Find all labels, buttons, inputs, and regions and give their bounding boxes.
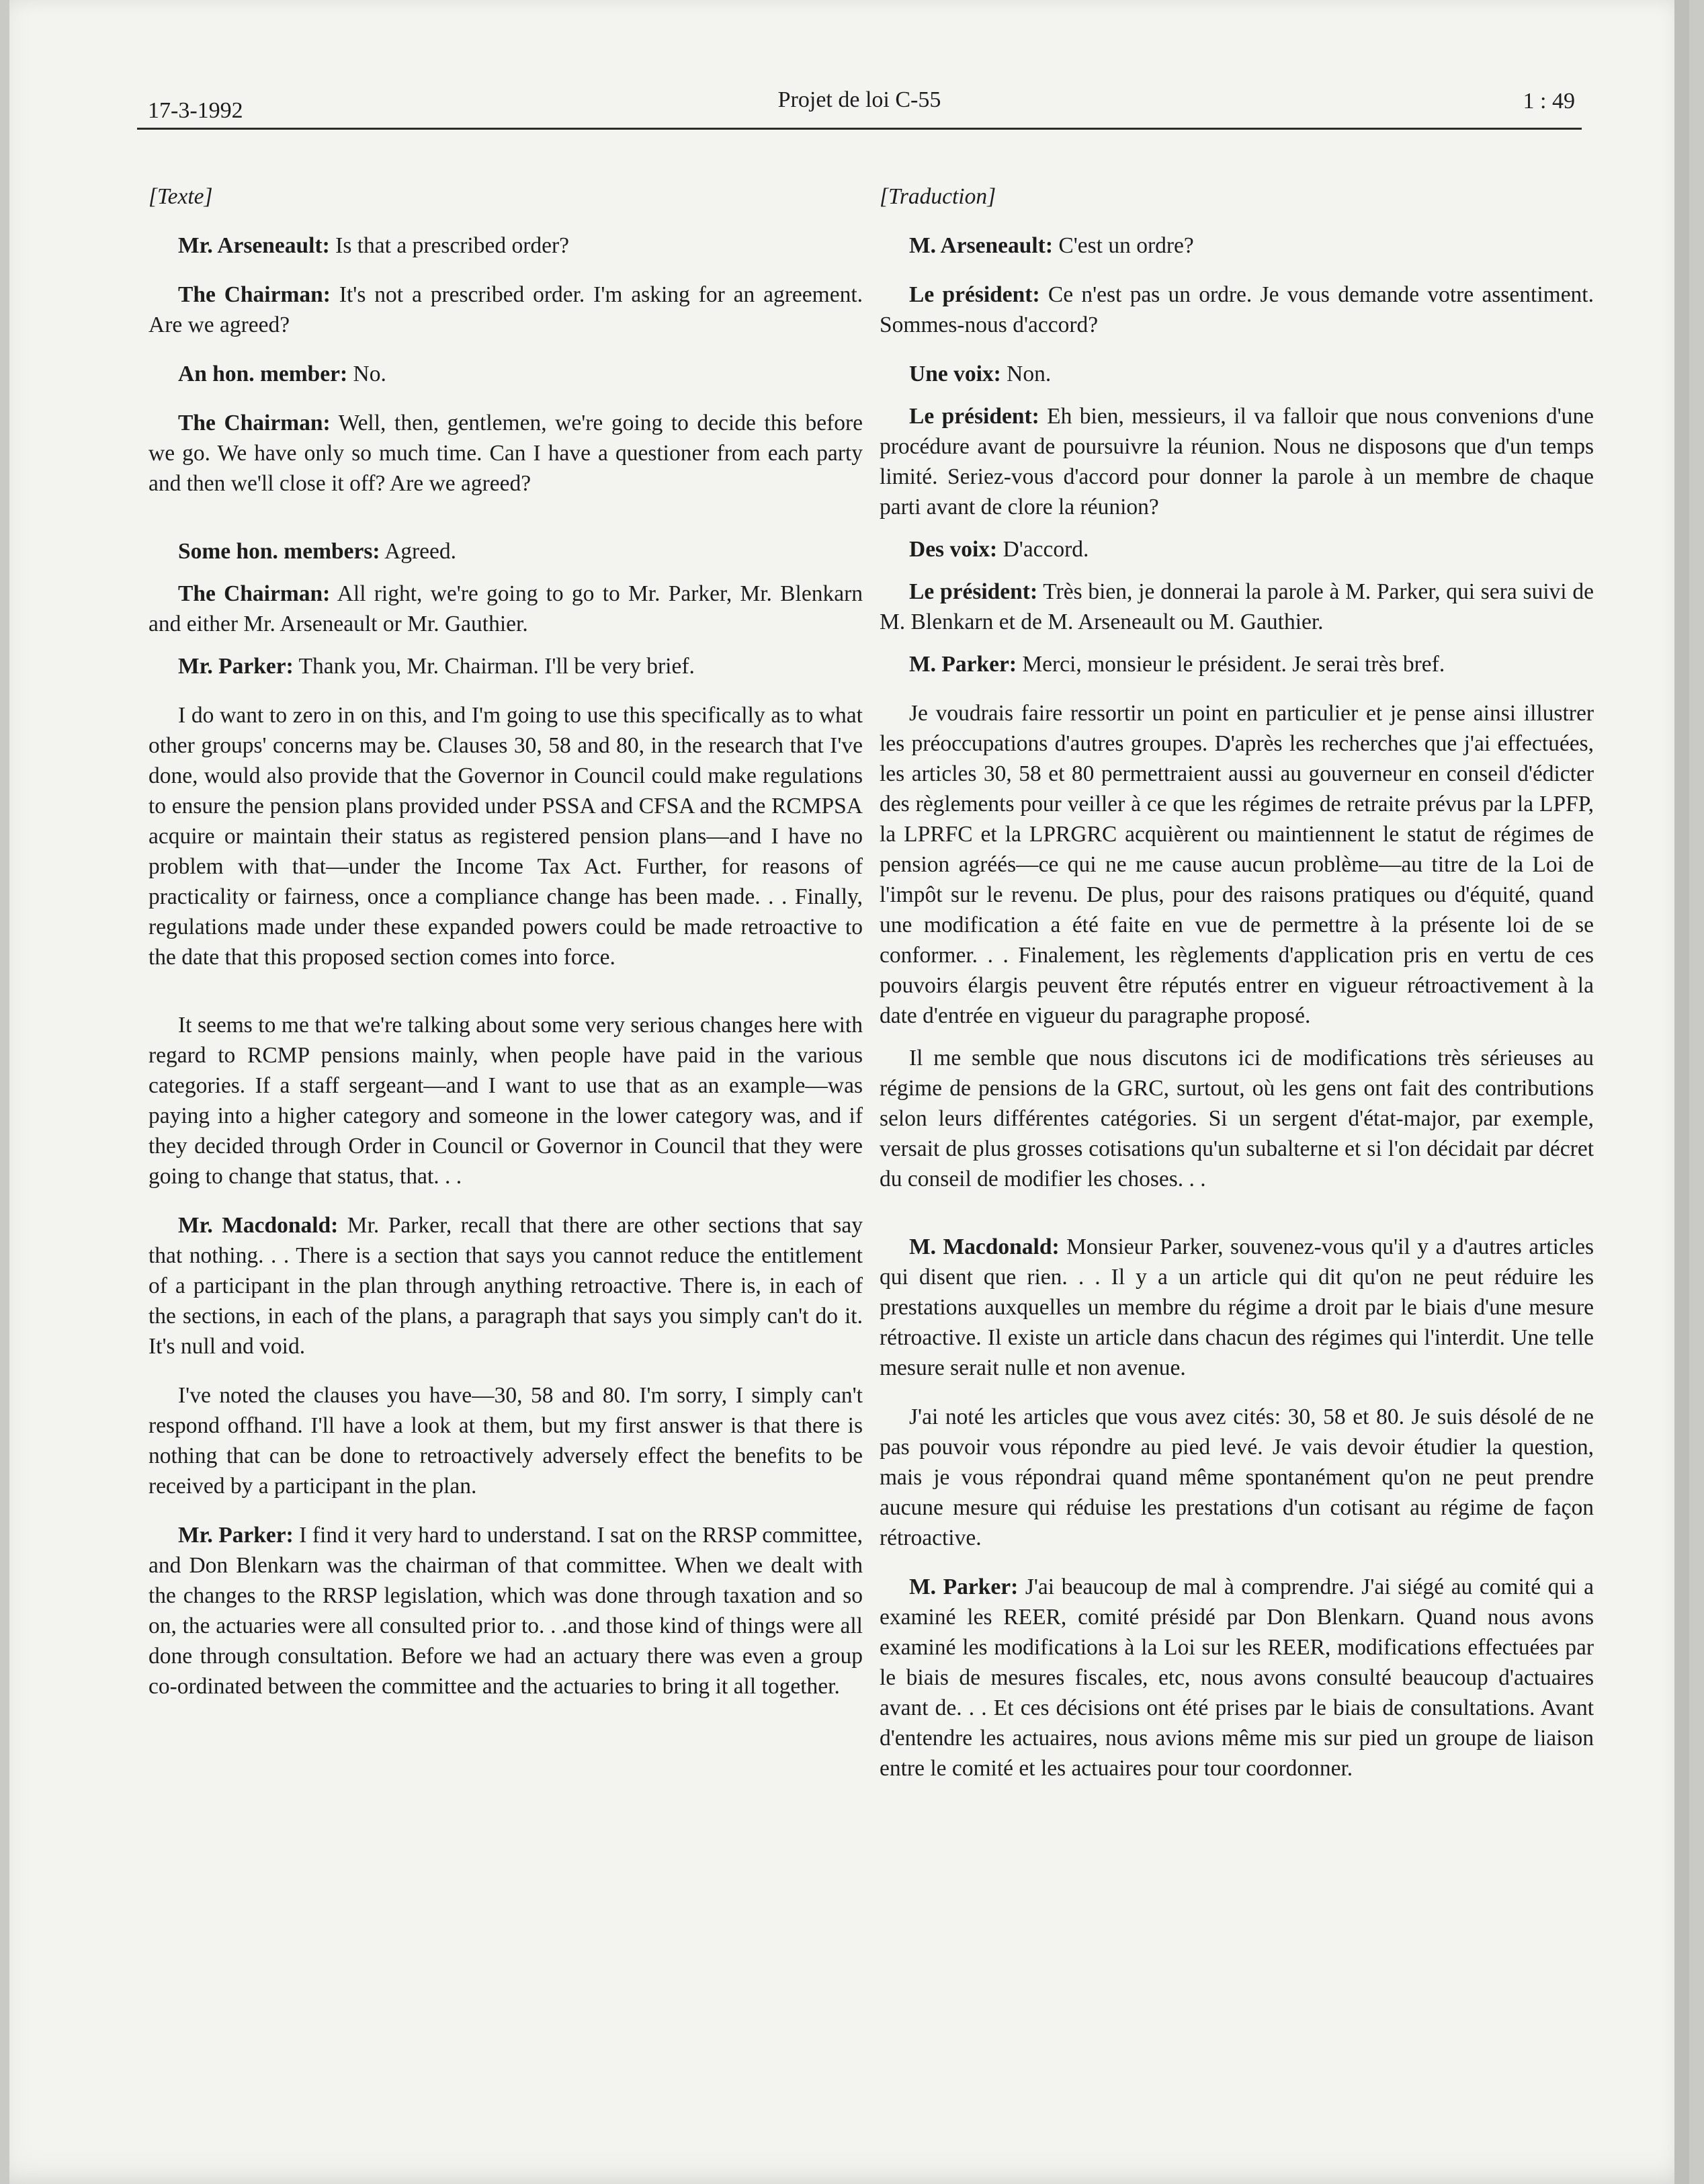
speaker-name: The Chairman: [178,411,331,435]
paragraph [880,230,1594,261]
paragraph [148,1520,863,1702]
speech-text: Ce n'est pas un ordre. Je vous demande votre assentiment. Sommes-nous d'accord? [880,282,1594,337]
speech-text: No. [347,362,386,386]
speech-text: Il me semble que nous discutons ici de modifications très sérieuses au régime de pensions de la GRC, surtout, où les gens ont fait des contributions selon leurs différentes catégories. Si un sergent d'état-major, par exemple, versait de plus grosses cotisations qu'un subalterne et si l'on décidait par décret du conseil de modifier les choses. . . [880,1046,1594,1191]
column-label: [Traduction] [880,184,996,209]
paragraph [880,649,1594,679]
speech-text: I do want to zero in on this, and I'm going to use this specifically as to what other groups' concerns may be. Clauses 30, 58 and 80, in the research that I've done, would also provide that the Governor in Council could make regulations to ensure the pension plans provided under PSSA and CFSA and the RCMPSA acquire or maintain their status as registered pension plans—and I have no problem with that—under the Income Tax Act. Further, for reasons of practicality or fairness, once a compliance change has been made. . . Finally, regulations made under these expanded powers could be made retroactive to the date that this proposed section comes into force. [148,703,863,970]
speaker-name: Le président: [909,404,1039,429]
paragraph [148,408,863,499]
speech-text: All right, we're going to go to Mr. Parker, Mr. Blenkarn and either Mr. Arseneault or Mr. Gauthier. [148,581,863,636]
speaker-name: Des voix: [909,537,998,562]
speaker-name: M. Macdonald: [909,1234,1060,1259]
speech-text: C'est un ordre? [1053,233,1194,258]
paragraph [880,1402,1594,1553]
speech-text: Je voudrais faire ressortir un point en particulier et je pense ainsi illustrer les préoccupations d'autres groupes. D'après les recherches que j'ai effectuées, les articles 30, 58 et 80 permettraient aussi au gouverneur en conseil d'édicter des règlements pour veiller à ce que les régimes de retraite prévus par la LPFP, la LPRFC et la LPRGRC acquièrent ou maintiennent le statut de régimes de pension agréés—ce qui ne me cause aucun problème—au titre de la Loi de l'impôt sur le revenu. De plus, pour des raisons pratiques ou d'équité, quand une modification a été faite en vue de permettre à la présente loi de se conformer. . . Finalement, les règlements d'application pris en vertu de ces pouvoirs élargis peuvent être réputés entrer en vigueur rétroactivement à la date d'entrée en vigueur du paragraphe proposé. [880,701,1594,1028]
speaker-name: Mr. Macdonald: [178,1213,339,1238]
paragraph [148,230,863,261]
speaker-name: The Chairman: [178,282,331,307]
speech-text: Mr. Parker, recall that there are other sections that say that nothing. . . There is a section that says you cannot reduce the entitlement of a participant in the plan through anything retroactive. There is, in each of the sections, in each of the plans, a paragraph that says you simply can't do it. It's null and void. [148,1213,863,1359]
paragraph [148,359,863,389]
speaker-name: Le président: [909,282,1040,307]
paragraph [148,536,863,566]
speech-text: Monsieur Parker, souvenez-vous qu'il y a d'autres articles qui disent que rien. . . Il y a un article qui dit qu'on ne peut réduire les prestations auxquelles un membre du régime a droit par le biais d'une mesure rétroactive. Il existe un article dans chacun des régimes qui l'interdit. Une telle mesure serait nulle et non avenue. [880,1234,1594,1380]
paragraph [880,1043,1594,1194]
speech-text: I've noted the clauses you have—30, 58 and 80. I'm sorry, I simply can't respond offhand. I'll have a look at them, but my first answer is that there is nothing that can be done to retroactively adversely effect the benefits to be received by a participant in the plan. [148,1383,863,1499]
french-column [880,181,1594,1783]
speaker-name: Mr. Parker: [178,654,294,679]
speech-text: It seems to me that we're talking about some very serious changes here with regard to RCMP pensions mainly, when people have paid in the various categories. If a staff sergeant—and I want to use that as an example—was paying into a higher category and someone in the lower category was, and if they decided through Order in Council or Governor in Council that they were going to change that status, that. . . [148,1013,863,1189]
speech-text: It's not a prescribed order. I'm asking for an agreement. Are we agreed? [148,282,863,337]
speaker-name: M. Arseneault: [909,233,1053,258]
speech-text: Is that a prescribed order? [329,233,570,258]
speaker-name: M. Parker: [909,1574,1019,1599]
speaker-name: Some hon. members: [178,539,380,564]
speech-text: Agreed. [380,539,457,564]
column-label: [Texte] [148,184,213,209]
speaker-name: M. Parker: [909,652,1017,677]
paragraph [880,280,1594,340]
paragraph [148,1380,863,1501]
speech-text: Thank you, Mr. Chairman. I'll be very brief. [293,654,695,679]
paragraph [880,359,1594,389]
speaker-name: The Chairman: [178,581,331,606]
speaker-name: Une voix: [909,362,1001,386]
speaker-name: Mr. Arseneault: [178,233,330,258]
speaker-name: An hon. member: [178,362,348,386]
running-header [137,81,1582,130]
speech-text: Non. [1000,362,1052,386]
speech-text: I find it very hard to understand. I sat on the RRSP committee, and Don Blenkarn was the chairman of that committee. When we dealt with the changes to the RRSP legislation, which was done through taxation and so on, the actuaries were all consulted prior to. . .and those kind of things were all done through consultation. Before we had an actuary there was even a group co-ordinated between the committee and the actuaries to bring it all together. [148,1523,863,1699]
page-sheet [9,0,1689,2184]
paragraph [880,1572,1594,1783]
paragraph [880,698,1594,1031]
header-page-number: 1 : 49 [1523,89,1575,114]
speaker-name: Mr. Parker: [178,1523,294,1548]
scanner-edge [1674,0,1689,2184]
speech-text: Eh bien, messieurs, il va falloir que nous convenions d'une procédure avant de poursuivre la réunion. Nous ne disposons que d'un temps limité. Seriez-vous d'accord pour donner la parole à un membre de chaque parti avant de clore la réunion? [880,404,1594,519]
speaker-name: Le président: [909,579,1038,604]
header-date: 17-3-1992 [148,98,243,123]
paragraph [880,577,1594,637]
paragraph [148,651,863,681]
speech-text: D'accord. [997,537,1089,562]
paragraph [148,280,863,340]
header-rule [137,128,1582,130]
paragraph [148,579,863,639]
paragraph [880,534,1594,564]
speech-text: Merci, monsieur le président. Je serai très bref. [1016,652,1445,677]
paragraph [148,1010,863,1191]
header-title: Projet de loi C-55 [777,87,941,112]
speech-text: Très bien, je donnerai la parole à M. Parker, qui sera suivi de M. Blenkarn et de M. Arseneault ou M. Gauthier. [880,579,1594,634]
paragraph [148,1210,863,1361]
english-column [148,181,863,1702]
paragraph [148,700,863,972]
speech-text: J'ai noté les articles que vous avez cités: 30, 58 et 80. Je suis désolé de ne pas pouvoir vous répondre au pied levé. Je vais devoir étudier la question, mais je vous répondrai quand même spontanément qu'on ne peut prendre aucune mesure qui réduise les prestations d'un cotisant au régime de façon rétroactive. [880,1404,1594,1550]
speech-text: Well, then, gentlemen, we're going to decide this before we go. We have only so much time. Can I have a questioner from each party and then we'll close it off? Are we agreed? [148,411,863,496]
speech-text: J'ai beaucoup de mal à comprendre. J'ai siégé au comité qui a examiné les REER, comité présidé par Don Blenkarn. Quand nous avons examiné les modifications à la Loi sur les REER, modifications effectuées par le biais de mesures fiscales, etc, nous avons consulté beaucoup d'actuaires avant de. . . Et ces décisions ont été prises par le biais de consultations. Avant d'entendre les actuaires, nous avions même mis sur pied un groupe de liaison entre le comité et les actuaires pour tour coordonner. [880,1574,1594,1781]
paragraph [880,401,1594,522]
paragraph [880,1232,1594,1383]
